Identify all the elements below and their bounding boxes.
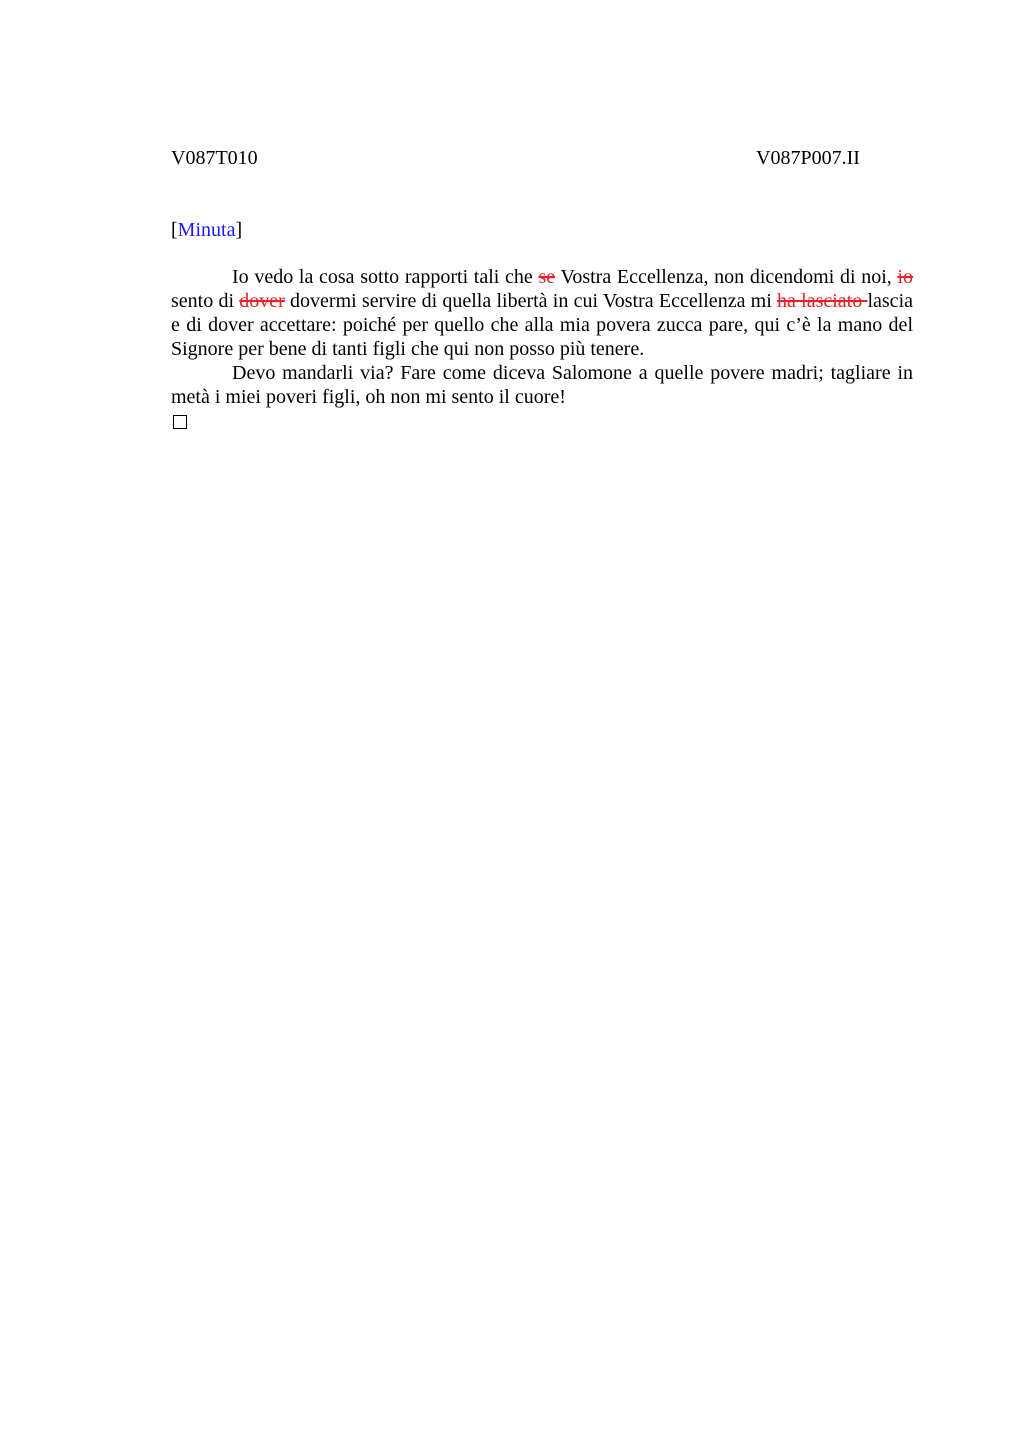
deleted-word: dover [239,290,285,312]
deleted-word: ha lasciato [777,290,868,312]
text-segment: sento di [171,290,240,312]
document-code-right: V087P007.II [756,147,860,169]
text-segment: dovermi servire di quella libertà in cui Vostra Eccellenza mi [284,290,778,312]
deleted-word: io [897,266,914,288]
text-segment: lascia e di dover accettare: poiché per quello che alla mia povera zucca pare, qui c’è la mano del Signore per bene di tanti figli che qui non posso più tenere. [171,290,913,360]
end-square-icon [173,415,187,429]
section-label [171,218,242,242]
close-bracket: ] [235,219,243,241]
deleted-word: se [538,266,556,288]
text-segment: Io vedo la cosa sotto rapporti tali che [232,266,539,288]
document-code-left: V087T010 [171,147,258,169]
letter-body [171,265,913,429]
paragraph-2: Devo mandarli via? Fare come diceva Salomone a quelle povere madri; tagliare in metà i miei poveri figli, oh non mi sento il cuore! [171,362,913,408]
text-segment: Vostra Eccellenza, non dicendomi di noi, [555,266,898,288]
paragraph-1 [171,265,913,361]
section-label-text: Minuta [177,219,236,241]
open-bracket: [ [171,219,178,241]
